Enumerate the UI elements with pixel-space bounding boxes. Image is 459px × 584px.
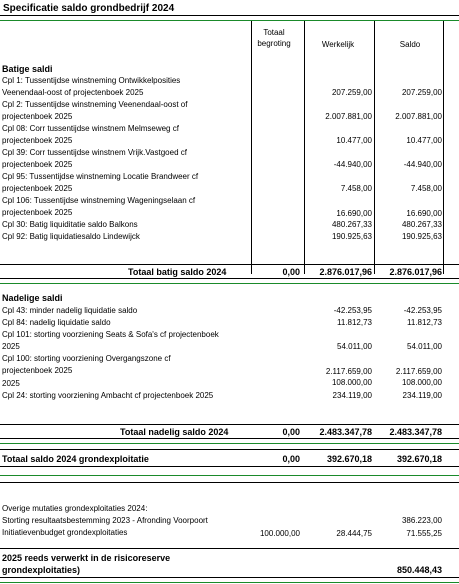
cell-begroting: 100.000,00 bbox=[259, 529, 300, 538]
row-label: Cpl 101: storting voorziening Seats & Sofa's cf projectenboek bbox=[2, 330, 219, 339]
cell-werkelijk: -42.253,95 bbox=[333, 306, 372, 315]
section-heading-batig: Batige saldi bbox=[2, 64, 53, 74]
total-batig-label: Totaal batig saldo 2024 bbox=[128, 267, 227, 277]
cell-werkelijk: 207.259,00 bbox=[331, 88, 372, 97]
grand-total-begroting: 0,00 bbox=[282, 454, 300, 464]
cell-werkelijk: 234.119,00 bbox=[332, 391, 372, 400]
cell-saldo: 190.925,63 bbox=[401, 232, 442, 241]
divider bbox=[0, 582, 459, 583]
col-header-werkelijk: Werkelijk bbox=[321, 40, 355, 49]
grand-total-saldo: 392.670,18 bbox=[396, 454, 442, 464]
cell-saldo: 11.812,73 bbox=[407, 318, 442, 327]
row-label: Cpl 92: Batig liquidatiesaldo Lindewijck bbox=[2, 232, 140, 241]
cell-saldo: 7.458,00 bbox=[410, 184, 442, 193]
cell-saldo: 386.223,00 bbox=[401, 516, 442, 525]
section-heading-nadelig: Nadelige saldi bbox=[2, 293, 63, 303]
cell-werkelijk: 108.000,00 bbox=[331, 378, 372, 387]
cell-saldo: 2.117.659,00 bbox=[395, 367, 442, 376]
row-label: Cpl 100: storting voorziening Overgangszone cf bbox=[2, 354, 171, 363]
cell-saldo: -44.940,00 bbox=[403, 160, 442, 169]
row-label: Cpl 84: nadelig liquidatie saldo bbox=[2, 318, 111, 327]
row-label: Cpl 2: Tussentijdse winstneming Veenendaal-oost of bbox=[2, 100, 188, 109]
divider bbox=[0, 449, 459, 450]
column-border bbox=[443, 21, 444, 274]
cell-saldo: 480.267,33 bbox=[401, 220, 442, 229]
row-label: projectenboek 2025 bbox=[2, 112, 73, 121]
cell-saldo: 108.000,00 bbox=[401, 378, 442, 387]
divider bbox=[0, 438, 459, 439]
final-saldo: 850.448,43 bbox=[396, 565, 442, 575]
col-header-saldo: Saldo bbox=[399, 40, 421, 49]
total-nadelig-saldo: 2.483.347,78 bbox=[389, 427, 442, 437]
row-label: Cpl 95: Tussentijdse winstneming Locatie Brandweer cf bbox=[2, 172, 199, 181]
cell-saldo: 16.690,00 bbox=[406, 209, 442, 218]
total-nadelig-begroting: 0,00 bbox=[282, 427, 300, 437]
divider bbox=[0, 466, 459, 467]
cell-saldo: 207.259,00 bbox=[401, 88, 442, 97]
total-batig-werkelijk: 2.876.017,96 bbox=[319, 267, 372, 277]
cell-saldo: 10.477,00 bbox=[406, 136, 442, 145]
grand-total-werkelijk: 392.670,18 bbox=[326, 454, 372, 464]
divider bbox=[0, 278, 459, 279]
row-label: Cpl 24: storting voorziening Ambacht cf projectenboek 2025 bbox=[2, 391, 214, 400]
final-label: grondexploitaties) bbox=[2, 565, 81, 575]
page-title: Specificatie saldo grondbedrijf 2024 bbox=[3, 3, 175, 14]
divider bbox=[0, 443, 459, 444]
row-label: 2025 bbox=[2, 379, 20, 388]
total-batig-saldo: 2.876.017,96 bbox=[389, 267, 442, 277]
row-label: projectenboek 2025 bbox=[2, 184, 73, 193]
row-label: Cpl 39: Corr tussentijdse winstnem Vrijk.Vastgoed cf bbox=[2, 148, 187, 157]
row-label: projectenboek 2025 bbox=[2, 160, 73, 169]
row-label: 2025 bbox=[2, 342, 20, 351]
final-label: 2025 reeds verwerkt in de risicoreserve bbox=[2, 553, 171, 563]
divider bbox=[0, 264, 459, 265]
cell-werkelijk: 190.925,63 bbox=[331, 232, 372, 241]
grand-total-label: Totaal saldo 2024 grondexploitatie bbox=[2, 454, 149, 464]
cell-saldo: 71.555,25 bbox=[406, 529, 442, 538]
row-label: projectenboek 2025 bbox=[2, 366, 73, 375]
row-label: Veenendaal-oost of projectenboek 2025 bbox=[2, 88, 144, 97]
cell-saldo: 2.007.881,00 bbox=[395, 112, 442, 121]
cell-werkelijk: 2.007.881,00 bbox=[325, 112, 372, 121]
cell-saldo: -42.253,95 bbox=[403, 306, 442, 315]
divider bbox=[0, 20, 459, 21]
divider bbox=[0, 548, 459, 549]
row-label: Initiatievenbudget grondexploitaties bbox=[2, 528, 128, 537]
cell-werkelijk: 54.011,00 bbox=[337, 342, 372, 351]
divider bbox=[0, 15, 459, 16]
row-label: Cpl 106: Tussentijdse winstneming Wageningselaan cf bbox=[2, 196, 196, 205]
divider bbox=[0, 577, 459, 578]
overige-heading: Overige mutaties grondexploitaties 2024: bbox=[2, 504, 148, 513]
cell-werkelijk: 7.458,00 bbox=[340, 184, 372, 193]
total-batig-begroting: 0,00 bbox=[282, 267, 300, 277]
total-nadelig-werkelijk: 2.483.347,78 bbox=[319, 427, 372, 437]
cell-werkelijk: 11.812,73 bbox=[337, 318, 372, 327]
cell-werkelijk: 16.690,00 bbox=[336, 209, 372, 218]
cell-werkelijk: 480.267,33 bbox=[331, 220, 372, 229]
row-label: projectenboek 2025 bbox=[2, 136, 73, 145]
cell-werkelijk: -44.940,00 bbox=[333, 160, 372, 169]
row-label: Storting resultaatsbestemming 2023 - Afronding Voorpoort bbox=[2, 516, 208, 525]
row-label: projectenboek 2025 bbox=[2, 208, 73, 217]
cell-saldo: 234.119,00 bbox=[402, 391, 442, 400]
divider bbox=[0, 475, 459, 476]
cell-werkelijk: 10.477,00 bbox=[336, 136, 372, 145]
col-header-begroting: begroting bbox=[257, 39, 291, 48]
cell-werkelijk: 2.117.659,00 bbox=[325, 367, 372, 376]
cell-saldo: 54.011,00 bbox=[407, 342, 442, 351]
total-nadelig-label: Totaal nadelig saldo 2024 bbox=[120, 427, 229, 437]
column-border bbox=[251, 21, 252, 274]
cell-werkelijk: 28.444,75 bbox=[336, 529, 372, 538]
row-label: Cpl 43: minder nadelig liquidatie saldo bbox=[2, 306, 138, 315]
row-label: Cpl 08: Corr tussentijdse winstnem Melmseweg cf bbox=[2, 124, 179, 133]
divider bbox=[0, 424, 459, 425]
divider bbox=[0, 283, 459, 284]
row-label: Cpl 1: Tussentijdse winstneming Ontwikkelposities bbox=[2, 76, 181, 85]
divider bbox=[0, 482, 459, 483]
row-label: Cpl 30: Batig liquiditatie saldo Balkons bbox=[2, 220, 138, 229]
col-header-begroting: Totaal bbox=[263, 28, 285, 37]
